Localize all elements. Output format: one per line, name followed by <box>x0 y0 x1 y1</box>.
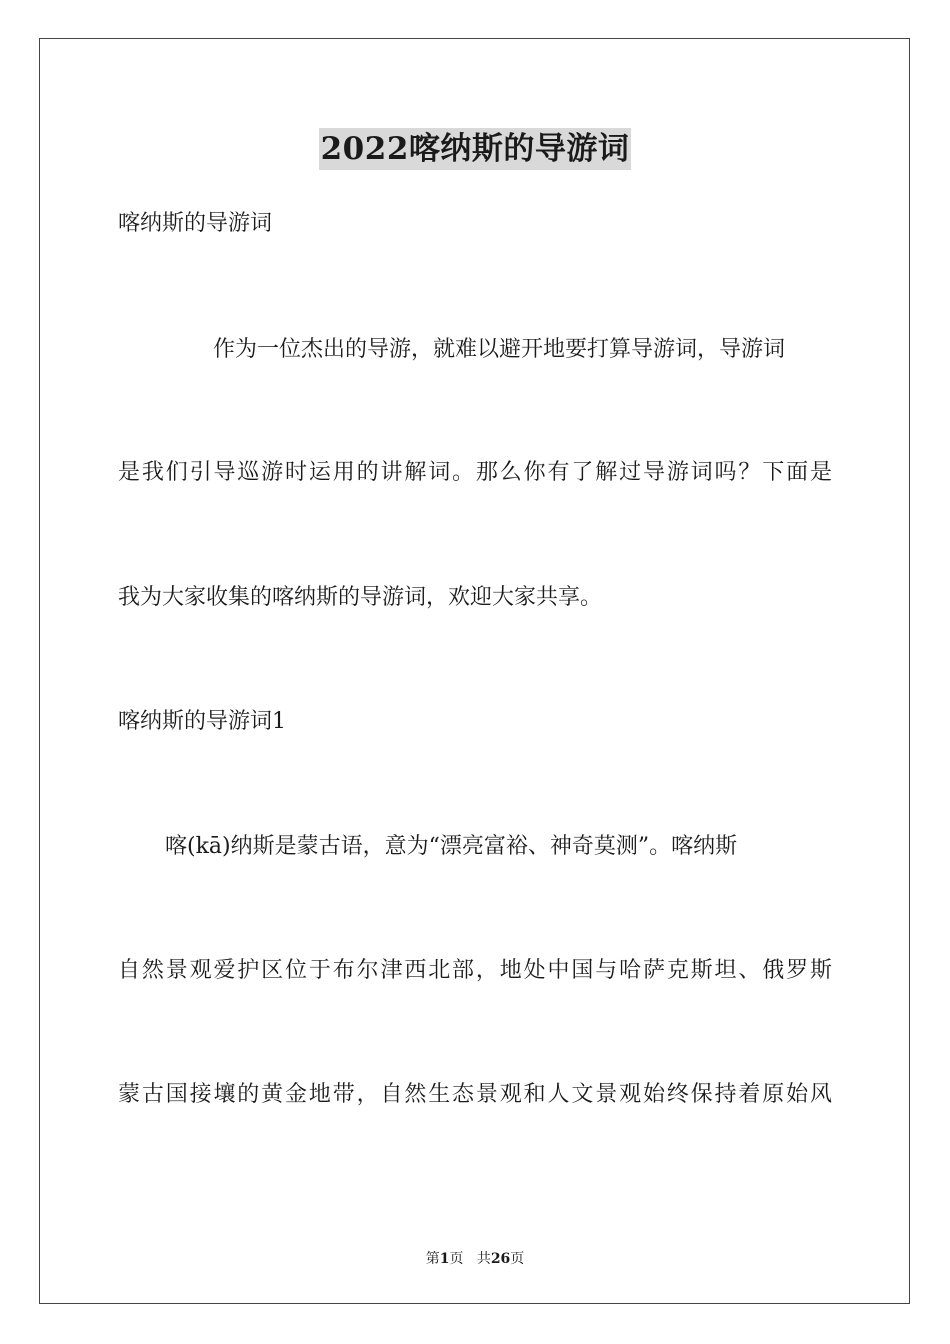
title-container <box>0 128 950 170</box>
intro-line-1: 作为一位杰出的导游，就难以避开地要打算导游词，导游词 <box>213 337 786 362</box>
total-suffix: 页 <box>510 1251 525 1267</box>
total-prefix: 共 <box>476 1251 491 1267</box>
intro-line-3: 我为大家收集的喀纳斯的导游词，欢迎大家共享。 <box>118 585 603 610</box>
page-suffix: 页 <box>449 1251 464 1267</box>
total-pages: 26 <box>490 1251 511 1267</box>
section-line-1: 喀(kā)纳斯是蒙古语，意为“漂亮富裕、神奇莫测”。喀纳斯 <box>165 834 738 859</box>
page-number: 1 <box>439 1251 450 1267</box>
document-title: 2022喀纳斯的导游词 <box>319 128 632 170</box>
section-line-2: 自然景观爱护区位于布尔津西北部，地处中国与哈萨克斯坦、俄罗斯 <box>118 958 832 983</box>
page-footer <box>0 1248 950 1268</box>
document-subtitle: 喀纳斯的导游词 <box>118 211 273 236</box>
page-prefix: 第 <box>425 1251 440 1267</box>
intro-line-2: 是我们引导巡游时运用的讲解词。那么你有了解过导游词吗？下面是 <box>118 460 832 485</box>
section-heading: 喀纳斯的导游词1 <box>118 709 286 734</box>
section-line-3: 蒙古国接壤的黄金地带，自然生态景观和人文景观始终保持着原始风 <box>118 1082 832 1107</box>
